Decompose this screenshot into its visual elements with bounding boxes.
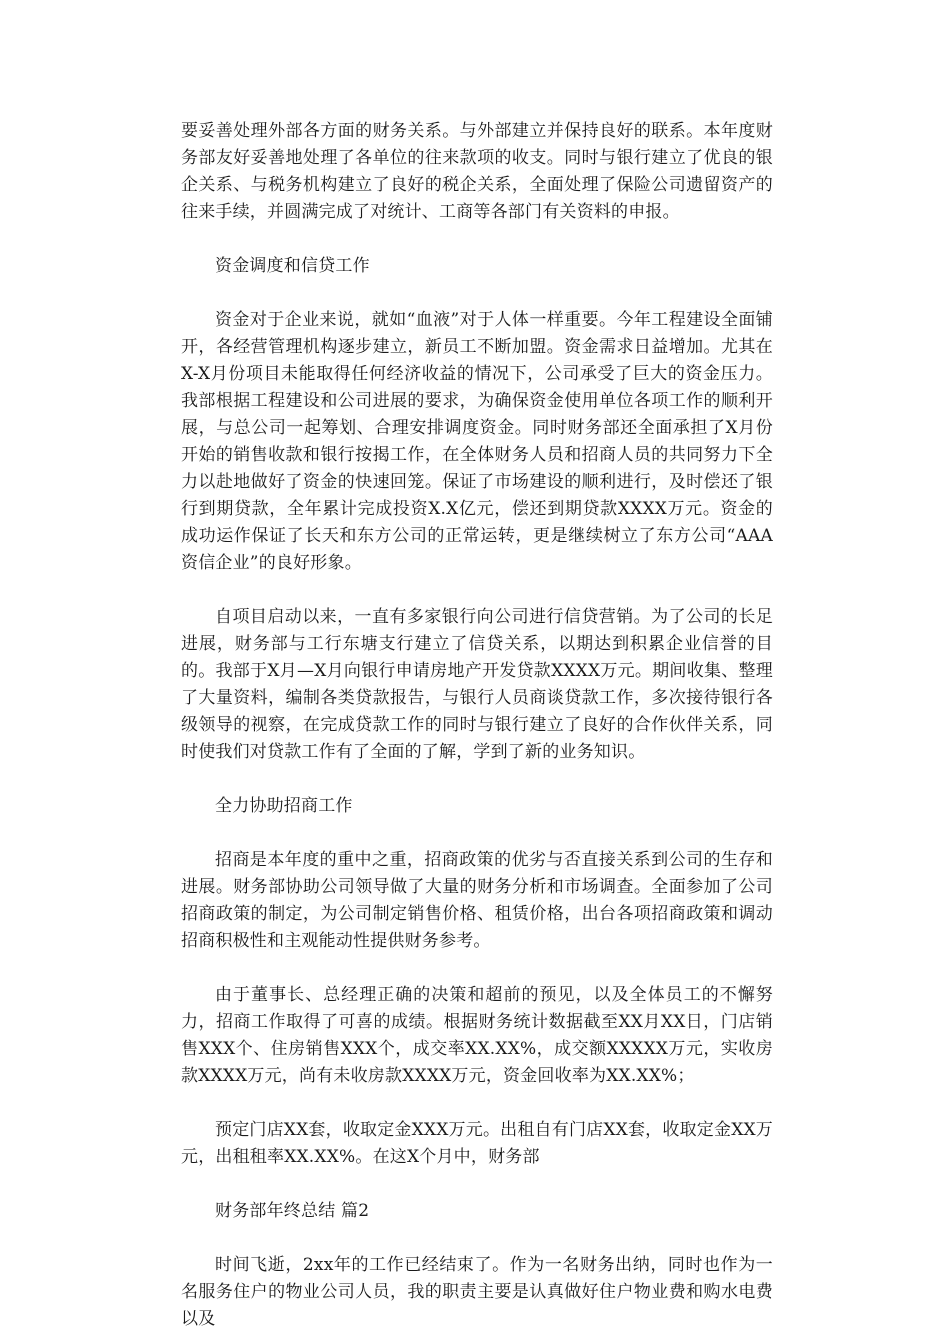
paragraph-external-relations: 要妥善处理外部各方面的财务关系。与外部建立并保持良好的联系。本年度财务部友好妥善地处理了各单位的往来款项的收支。同时与银行建立了优良的银企关系、与税务机构建立了良好的税企关系，全面处理了保险公司遗留资产的往来手续，并圆满完成了对统计、工商等各部门有关资料的申报。 [181, 121, 773, 222]
paragraph-part-2-intro: 时间飞逝，2xx年的工作已经结束了。作为一名财务出纳，同时也作为一名服务住户的物业公司人员，我的职责主要是认真做好住户物业费和购水电费以及 [181, 1255, 773, 1329]
document-body [181, 118, 773, 1333]
paragraph-investment-policy: 招商是本年度的重中之重，招商政策的优劣与否直接关系到公司的生存和进展。财务部协助公司领导做了大量的财务分析和市场调查。全面参加了公司招商政策的制定，为公司制定销售价格、租赁价格，出台各项招商政策和调动招商积极性和主观能动性提供财务参考。 [181, 850, 773, 951]
paragraph-investment-results: 由于董事长、总经理正确的决策和超前的预见，以及全体员工的不懈努力，招商工作取得了可喜的成绩。根据财务统计数据截至XX月XX日，门店销售XXX个、住房销售XXX个，成交率XX.XX%，成交额XXXXX万元，实收房款XXXX万元，尚有未收房款XXXX万元，资金回收率为XX.XX%； [181, 985, 773, 1086]
paragraph-funding: 资金对于企业来说，就如“血液”对于人体一样重要。今年工程建设全面铺开，各经营管理机构逐步建立，新员工不断加盟。资金需求日益增加。尤其在X-X月份项目未能取得任何经济收益的情况下，公司承受了巨大的资金压力。我部根据工程建设和公司进展的要求，为确保资金使用单位各项工作的顺利开展，与总公司一起筹划、合理安排调度资金。同时财务部还全面承担了X月份开始的销售收款和银行按揭工作，在全体财务人员和招商人员的共同努力下全力以赴地做好了资金的快速回笼。保证了市场建设的顺利进行，及时偿还了银行到期贷款，全年累计完成投资X.X亿元，偿还到期贷款XXXX万元。资金的成功运作保证了长天和东方公司的正常运转，更是继续树立了东方公司“AAA资信企业”的良好形象。 [181, 310, 773, 573]
section-heading-funding-credit: 资金调度和信贷工作 [215, 256, 370, 276]
paragraph-deposits: 预定门店XX套，收取定金XXX万元。出租自有门店XX套，收取定金XX万元，出租租率XX.XX%。在这X个月中，财务部 [181, 1120, 773, 1167]
paragraph-credit: 自项目启动以来，一直有多家银行向公司进行信贷营销。为了公司的长足进展，财务部与工行东塘支行建立了信贷关系，以期达到积累企业信誉的目的。我部于X月—X月向银行申请房地产开发贷款XXXX万元。期间收集、整理了大量资料，编制各类贷款报告，与银行人员商谈贷款工作，多次接待银行各级领导的视察，在完成贷款工作的同时与银行建立了良好的合作伙伴关系，同时使我们对贷款工作有了全面的了解，学到了新的业务知识。 [181, 607, 773, 762]
section-heading-part-2: 财务部年终总结 篇2 [215, 1201, 370, 1221]
section-heading-investment-support: 全力协助招商工作 [215, 796, 353, 816]
